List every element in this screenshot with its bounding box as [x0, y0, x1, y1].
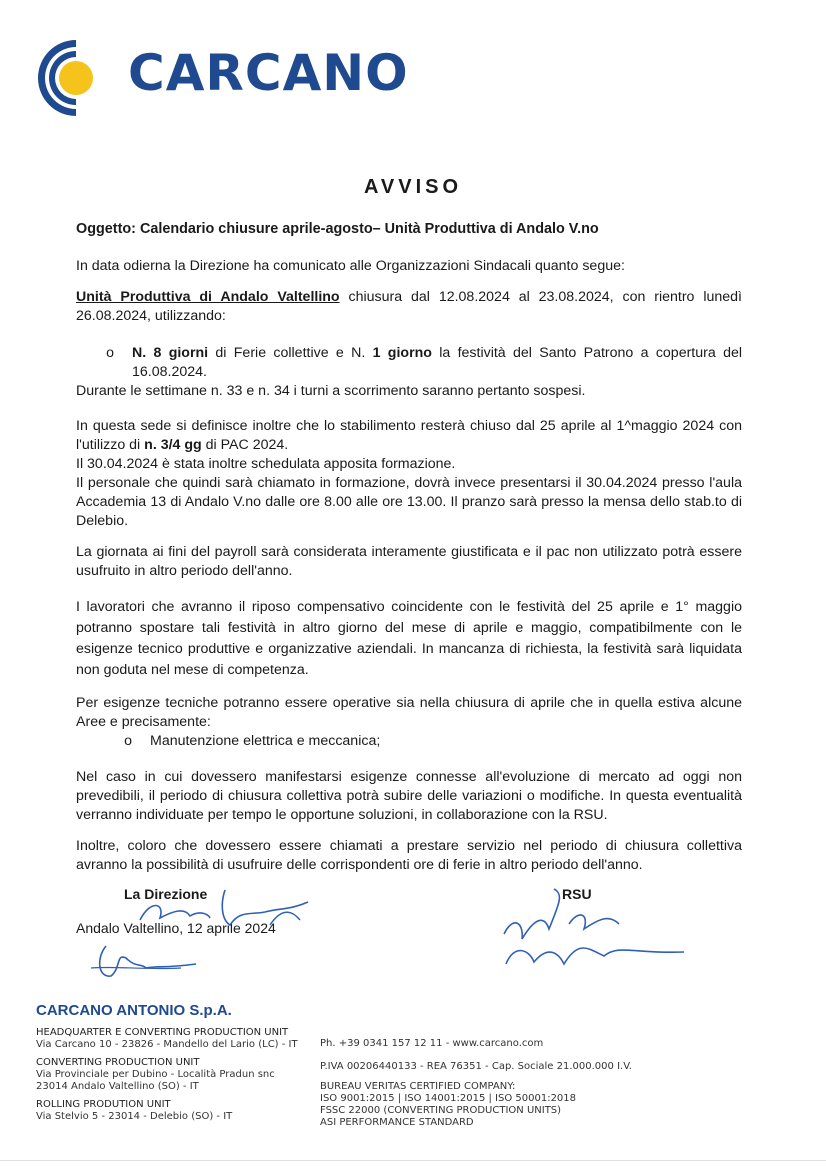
cert-asi: ASI PERFORMANCE STANDARD — [320, 1117, 474, 1128]
payroll-paragraph: La giornata ai fini del payroll sarà considerata interamente giustificata e il pac non utilizzato potrà essere usufruito in altro periodo dell'anno. — [76, 544, 742, 579]
text-part: di PAC 2024. — [201, 437, 289, 453]
bold-day: 1 giorno — [372, 345, 432, 361]
roll-address: Via Stelvio 5 - 23014 - Delebio (SO) - IT — [36, 1111, 233, 1122]
bullet-text: Manutenzione elettrica e meccanica; — [150, 733, 381, 749]
bold-days: N. 8 giorni — [132, 345, 209, 361]
text-part: di Ferie collettive e N. — [208, 345, 373, 361]
page-title: AVVISO — [363, 176, 463, 198]
phone-web: Ph. +39 0341 157 12 11 - www.carcano.com — [320, 1038, 544, 1049]
list-item — [76, 732, 742, 751]
footer-addresses — [36, 1027, 298, 1123]
footer-contacts — [320, 1038, 632, 1129]
unit-name: Unità Produttiva di Andalo Valtellino — [76, 289, 340, 305]
signature-label-rsu: RSU — [562, 886, 592, 902]
april-paragraph — [76, 417, 742, 531]
technical-paragraph — [76, 694, 742, 751]
bold-pac: n. 3/4 gg — [144, 437, 202, 453]
bullet-text — [132, 344, 742, 382]
hq-address: Via Carcano 10 - 23826 - Mandello del Lario (LC) - IT — [36, 1039, 298, 1050]
text-part: In questa sede si definisce inoltre che lo stabilimento resterà chiuso dal 25 aprile al 1^maggio 2024 con l'utilizzo di — [76, 418, 742, 453]
cert-fssc: FSSC 22000 (CONVERTING PRODUCTION UNITS) — [320, 1105, 562, 1116]
footer-divider — [0, 1160, 826, 1161]
signature-label-direzione: La Direzione — [124, 886, 208, 902]
signature-direzione-2-icon — [86, 938, 216, 988]
unit-text: chiusura dal 12.08.2024 al 23.08.2024, con rientro lunedì 26.08.2024, utilizzando: — [76, 289, 742, 324]
weeks-line: Durante le settimane n. 33 e n. 34 i turni a scorrimento saranno pertanto sospesi. — [76, 383, 586, 399]
cert-iso: ISO 9001:2015 | ISO 14001:2015 | ISO 50001:2018 — [320, 1093, 577, 1104]
unit-paragraph — [76, 288, 742, 326]
training-line: Il 30.04.2024 è stata inoltre schedulata apposita formazione. — [76, 456, 456, 472]
workers-paragraph: I lavoratori che avranno il riposo compensativo coincidente con le festività del 25 aprile e 1° maggio potranno spostare tali festività in altro giorno del mese di aprile e maggio, compatibilmente con le esigenze tecnico produttive e organizzative aziendali. In mancanza di richiesta, la festività sarà liquidata non goduta nel mese di competenza. — [76, 599, 742, 678]
list-item — [76, 344, 742, 382]
technical-text: Per esigenze tecniche potranno essere operative sia nella chiusura di aprile che in quella estiva alcune Aree e precisamente: — [76, 695, 742, 730]
training-detail: Il personale che quindi sarà chiamato in formazione, dovrà invece presentarsi il 30.04.2024 presso l'aula Accademia 13 di Andalo V.no dalle ore 8.00 alle ore 13.00. Il pranzo sarà presso la mensa dello stab.to di Delebio. — [76, 475, 742, 529]
subject-line: Oggetto: Calendario chiusure aprile-agosto– Unità Produttiva di Andalo V.no — [76, 221, 599, 237]
brand-name: CARCANO — [128, 44, 409, 102]
market-paragraph: Nel caso in cui dovessero manifestarsi esigenze connesse all'evoluzione di mercato ad oggi non prevedibili, il periodo di chiusura collettiva potrà subire delle variazioni o modifiche. In questa eventualità verranno individuate per tempo le opportune soluzioni, in collaborazione con la RSU. — [76, 769, 742, 823]
bullet-marker: o — [106, 345, 114, 361]
cert-title: BUREAU VERITAS CERTIFIED COMPANY: — [320, 1081, 516, 1092]
company-name: CARCANO ANTONIO S.p.A. — [36, 1002, 232, 1019]
hq-title: HEADQUARTER E CONVERTING PRODUCTION UNIT — [36, 1027, 289, 1038]
bullet-marker: o — [124, 733, 132, 749]
carcano-logo-icon — [36, 38, 116, 118]
text-part: la festività del Santo Patrono a copertura del 16.08.2024. — [132, 345, 742, 380]
closing-paragraph: Inoltre, coloro che dovessero essere chiamati a prestare servizio nel periodo di chiusura collettiva avranno la possibilità di usufruire delle corrispondenti ore di ferie in altro periodo dell'anno. — [76, 838, 742, 873]
intro-paragraph: In data odierna la Direzione ha comunicato alle Organizzazioni Sindacali quanto segue: — [76, 258, 625, 274]
piva-line: P.IVA 00206440133 - REA 76351 - Cap. Sociale 21.000.000 I.V. — [320, 1061, 632, 1072]
place-date: Andalo Valtellino, 12 aprile 2024 — [76, 920, 276, 936]
conv-title: CONVERTING PRODUCTION UNIT — [36, 1057, 200, 1068]
bullet-list-1 — [76, 344, 742, 401]
conv-address-1: Via Provinciale per Dubino - Località Pradun snc — [36, 1069, 275, 1080]
signature-rsu-icon — [494, 884, 694, 984]
conv-address-2: 23014 Andalo Valtellino (SO) - IT — [36, 1081, 199, 1092]
signature-direzione-icon — [130, 880, 330, 940]
roll-title: ROLLING PRODUTION UNIT — [36, 1099, 171, 1110]
